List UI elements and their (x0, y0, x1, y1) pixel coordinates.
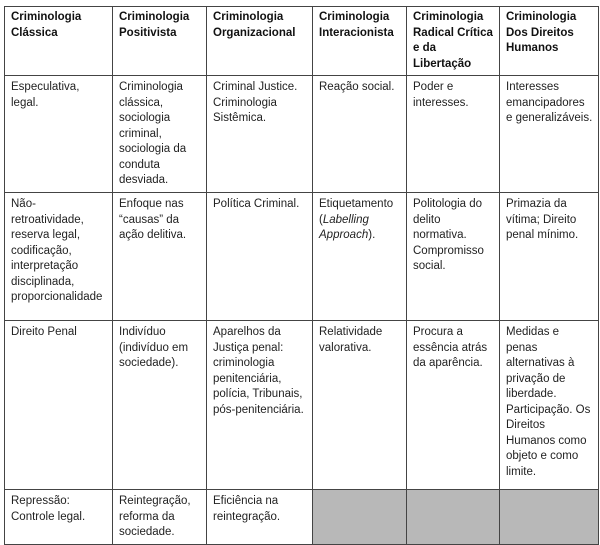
header-direitos-humanos: Criminologia Dos Direitos Humanos (500, 7, 599, 76)
table-cell: Medidas e penas alternativas à privação de liberdade. Participação. Os Direitos Humanos como objeto e como limite. (500, 321, 599, 490)
table-row (5, 193, 599, 321)
header-organizacional: Criminologia Organizacional (207, 7, 313, 76)
empty-shaded-cell (407, 490, 500, 545)
table-cell: Interesses emancipadores e generalizáveis. (500, 76, 599, 193)
table-cell: Criminal Justice. Criminologia Sistêmica. (207, 76, 313, 193)
header-classica: Criminologia Clássica (5, 7, 113, 76)
table-cell: Direito Penal (5, 321, 113, 490)
table-cell: Procura a essência atrás da aparência. (407, 321, 500, 490)
table-cell: Politologia do delito normativa. Compromisso social. (407, 193, 500, 321)
table-cell: Especulativa, legal. (5, 76, 113, 193)
table-cell: Não-retroatividade, reserva legal, codificação, interpretação disciplinada, proporcionalidade (5, 193, 113, 321)
table-cell: Primazia da vítima; Direito penal mínimo. (500, 193, 599, 321)
table-cell: Enfoque nas “causas” da ação delitiva. (113, 193, 207, 321)
table-cell: Eficiência na reintegração. (207, 490, 313, 545)
table-row (5, 490, 599, 545)
labelling-term: Labelling Approach (319, 213, 369, 241)
table-row (5, 321, 599, 490)
table-cell: Relatividade valorativa. (313, 321, 407, 490)
empty-shaded-cell (313, 490, 407, 545)
table-cell: Reintegração, reforma da sociedade. (113, 490, 207, 545)
table-cell: Criminologia clássica, sociologia criminal, sociologia da conduta desviada. (113, 76, 207, 193)
header-row (5, 7, 599, 76)
labelling-prefix: Etiquetamento ( (319, 198, 394, 226)
table-row (5, 76, 599, 193)
table-cell: Reação social. (313, 76, 407, 193)
table-cell: Indivíduo (indivíduo em sociedade). (113, 321, 207, 490)
table-cell-labelling (313, 193, 407, 321)
header-interacionista: Criminologia Interacionista (313, 7, 407, 76)
table-cell: Repressão: Controle legal. (5, 490, 113, 545)
table-cell: Aparelhos da Justiça penal: criminologia penitenciária, polícia, Tribunais, pós-penitenciária. (207, 321, 313, 490)
table-cell: Poder e interesses. (407, 76, 500, 193)
empty-shaded-cell (500, 490, 599, 545)
criminology-comparison-table (4, 6, 599, 545)
header-positivista: Criminologia Positivista (113, 7, 207, 76)
table-cell: Política Criminal. (207, 193, 313, 321)
labelling-suffix: ). (368, 229, 376, 241)
header-radical: Criminologia Radical Crítica e da Libertação (407, 7, 500, 76)
